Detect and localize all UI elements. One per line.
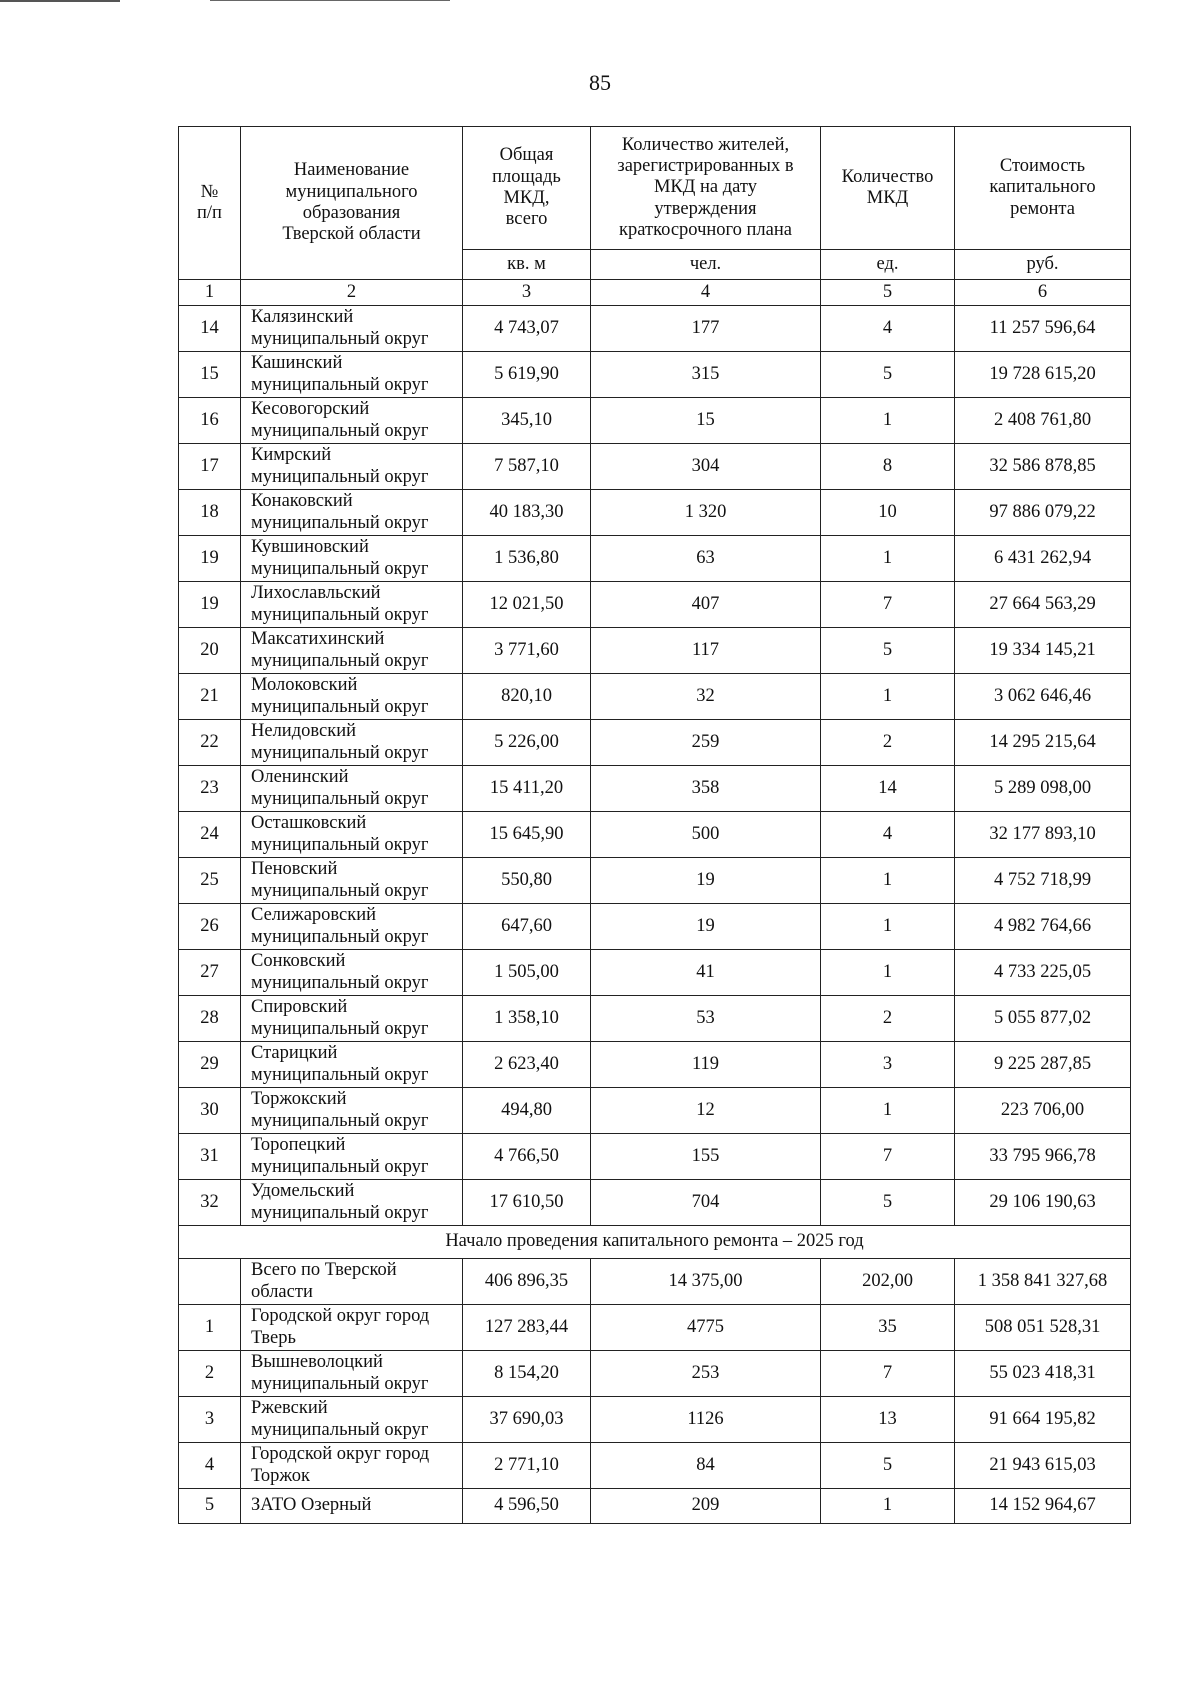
table-row [179, 1088, 1131, 1134]
row-number: 24 [179, 812, 241, 858]
municipality-name: Городской округ город Торжок [241, 1443, 463, 1489]
total-area: 550,80 [463, 858, 591, 904]
mkd-count: 1 [821, 1088, 955, 1134]
residents-count: 117 [591, 628, 821, 674]
table-row [179, 1134, 1131, 1180]
municipality-name: Всего по Тверской области [241, 1259, 463, 1305]
header-area: Общая площадь МКД, всего [463, 127, 591, 250]
total-area: 4 743,07 [463, 306, 591, 352]
municipality-name: Торопецкий муниципальный округ [241, 1134, 463, 1180]
repair-cost: 4 752 718,99 [955, 858, 1131, 904]
total-area: 494,80 [463, 1088, 591, 1134]
table-row [179, 950, 1131, 996]
municipality-name: Молоковский муниципальный округ [241, 674, 463, 720]
mkd-count: 2 [821, 720, 955, 766]
residents-count: 84 [591, 1443, 821, 1489]
residents-count: 209 [591, 1489, 821, 1524]
municipality-name: Нелидовский муниципальный округ [241, 720, 463, 766]
total-area: 5 619,90 [463, 352, 591, 398]
repair-cost: 19 728 615,20 [955, 352, 1131, 398]
total-area: 127 283,44 [463, 1305, 591, 1351]
row-number: 1 [179, 1305, 241, 1351]
scan-edge-line [0, 0, 120, 2]
municipality-name: Сонковский муниципальный округ [241, 950, 463, 996]
total-area: 15 411,20 [463, 766, 591, 812]
total-area: 406 896,35 [463, 1259, 591, 1305]
row-number: 15 [179, 352, 241, 398]
mkd-count: 5 [821, 352, 955, 398]
residents-count: 177 [591, 306, 821, 352]
residents-count: 259 [591, 720, 821, 766]
residents-count: 41 [591, 950, 821, 996]
table-row [179, 536, 1131, 582]
table-row [179, 628, 1131, 674]
total-area: 17 610,50 [463, 1180, 591, 1226]
mkd-count: 1 [821, 904, 955, 950]
repair-cost: 5 055 877,02 [955, 996, 1131, 1042]
municipality-name: Удомельский муниципальный округ [241, 1180, 463, 1226]
table-row [179, 398, 1131, 444]
repair-cost: 14 295 215,64 [955, 720, 1131, 766]
total-area: 4 766,50 [463, 1134, 591, 1180]
row-number: 4 [179, 1443, 241, 1489]
table-row [179, 1180, 1131, 1226]
row-number: 5 [179, 1489, 241, 1524]
residents-count: 500 [591, 812, 821, 858]
repair-cost: 19 334 145,21 [955, 628, 1131, 674]
table-row [179, 904, 1131, 950]
mkd-count: 7 [821, 1134, 955, 1180]
row-number: 20 [179, 628, 241, 674]
total-area: 4 596,50 [463, 1489, 591, 1524]
municipality-name: Ржевский муниципальный округ [241, 1397, 463, 1443]
repair-cost: 32 177 893,10 [955, 812, 1131, 858]
row-number: 19 [179, 582, 241, 628]
residents-count: 14 375,00 [591, 1259, 821, 1305]
repair-cost: 508 051 528,31 [955, 1305, 1131, 1351]
total-area: 820,10 [463, 674, 591, 720]
residents-count: 304 [591, 444, 821, 490]
municipality-name: Лихославльский муниципальный округ [241, 582, 463, 628]
section-title: Начало проведения капитального ремонта – 2025 год [179, 1226, 1131, 1259]
municipality-name: Селижаровский муниципальный округ [241, 904, 463, 950]
table-body-main [179, 306, 1131, 1226]
row-number: 17 [179, 444, 241, 490]
row-number: 16 [179, 398, 241, 444]
repair-cost: 4 733 225,05 [955, 950, 1131, 996]
municipality-name: Максатихинский муниципальный округ [241, 628, 463, 674]
municipality-name: Старицкий муниципальный округ [241, 1042, 463, 1088]
mkd-count: 13 [821, 1397, 955, 1443]
table-row [179, 582, 1131, 628]
residents-count: 253 [591, 1351, 821, 1397]
capital-repair-table [178, 126, 1131, 1524]
row-number: 21 [179, 674, 241, 720]
header-municipality: Наименование муниципального образования Тверской области [241, 127, 463, 280]
table-row [179, 720, 1131, 766]
row-number: 19 [179, 536, 241, 582]
municipality-name: Торжокский муниципальный округ [241, 1088, 463, 1134]
row-number: 18 [179, 490, 241, 536]
mkd-count: 7 [821, 582, 955, 628]
row-number: 2 [179, 1351, 241, 1397]
row-number: 25 [179, 858, 241, 904]
total-area: 1 536,80 [463, 536, 591, 582]
mkd-count: 4 [821, 812, 955, 858]
municipality-name: Кувшиновский муниципальный округ [241, 536, 463, 582]
repair-cost: 223 706,00 [955, 1088, 1131, 1134]
header-residents: Количество жителей, зарегистрированных в МКД на дату утверждения краткосрочного плана [591, 127, 821, 250]
total-area: 647,60 [463, 904, 591, 950]
municipality-name: Кимрский муниципальный округ [241, 444, 463, 490]
header-mkd-count: Количество МКД [821, 127, 955, 250]
repair-cost: 33 795 966,78 [955, 1134, 1131, 1180]
municipality-name: Калязинский муниципальный округ [241, 306, 463, 352]
mkd-count: 1 [821, 858, 955, 904]
total-area: 37 690,03 [463, 1397, 591, 1443]
repair-cost: 5 289 098,00 [955, 766, 1131, 812]
repair-cost: 1 358 841 327,68 [955, 1259, 1131, 1305]
total-area: 40 183,30 [463, 490, 591, 536]
repair-cost: 91 664 195,82 [955, 1397, 1131, 1443]
column-number: 6 [955, 280, 1131, 306]
municipality-name: Спировский муниципальный округ [241, 996, 463, 1042]
repair-cost: 11 257 596,64 [955, 306, 1131, 352]
row-number: 32 [179, 1180, 241, 1226]
table-row [179, 1305, 1131, 1351]
municipality-name: Вышневолоцкий муниципальный округ [241, 1351, 463, 1397]
repair-cost: 27 664 563,29 [955, 582, 1131, 628]
mkd-count: 1 [821, 674, 955, 720]
residents-count: 32 [591, 674, 821, 720]
repair-cost: 2 408 761,80 [955, 398, 1131, 444]
mkd-count: 10 [821, 490, 955, 536]
row-number: 31 [179, 1134, 241, 1180]
table-row [179, 1443, 1131, 1489]
repair-cost: 4 982 764,66 [955, 904, 1131, 950]
mkd-count: 4 [821, 306, 955, 352]
municipality-name: Кесовогорский муниципальный округ [241, 398, 463, 444]
municipality-name: Осташковский муниципальный округ [241, 812, 463, 858]
residents-count: 119 [591, 1042, 821, 1088]
total-area: 2 623,40 [463, 1042, 591, 1088]
repair-cost: 9 225 287,85 [955, 1042, 1131, 1088]
row-number: 30 [179, 1088, 241, 1134]
residents-count: 15 [591, 398, 821, 444]
mkd-count: 7 [821, 1351, 955, 1397]
unit-residents: чел. [591, 250, 821, 280]
row-number [179, 1259, 241, 1305]
row-number: 26 [179, 904, 241, 950]
column-numbers-row [179, 280, 1131, 306]
row-number: 28 [179, 996, 241, 1042]
residents-count: 4775 [591, 1305, 821, 1351]
repair-cost: 29 106 190,63 [955, 1180, 1131, 1226]
repair-cost: 97 886 079,22 [955, 490, 1131, 536]
unit-cost: руб. [955, 250, 1131, 280]
repair-cost: 32 586 878,85 [955, 444, 1131, 490]
residents-count: 1 320 [591, 490, 821, 536]
row-number: 3 [179, 1397, 241, 1443]
mkd-count: 2 [821, 996, 955, 1042]
table-row [179, 444, 1131, 490]
residents-count: 19 [591, 858, 821, 904]
table-row [179, 858, 1131, 904]
residents-count: 1126 [591, 1397, 821, 1443]
table-row [179, 766, 1131, 812]
municipality-name: ЗАТО Озерный [241, 1489, 463, 1524]
table-row [179, 812, 1131, 858]
mkd-count: 202,00 [821, 1259, 955, 1305]
column-number: 1 [179, 280, 241, 306]
column-number: 4 [591, 280, 821, 306]
column-number: 5 [821, 280, 955, 306]
table-row [179, 674, 1131, 720]
header-row [179, 127, 1131, 250]
row-number: 14 [179, 306, 241, 352]
scan-edge-line [210, 0, 450, 1]
municipality-name: Оленинский муниципальный округ [241, 766, 463, 812]
municipality-name: Конаковский муниципальный округ [241, 490, 463, 536]
section-header-row [179, 1226, 1131, 1259]
municipality-name: Пеновский муниципальный округ [241, 858, 463, 904]
residents-count: 704 [591, 1180, 821, 1226]
mkd-count: 1 [821, 536, 955, 582]
residents-count: 315 [591, 352, 821, 398]
table-row [179, 996, 1131, 1042]
row-number: 23 [179, 766, 241, 812]
total-area: 3 771,60 [463, 628, 591, 674]
municipality-name: Городской округ город Тверь [241, 1305, 463, 1351]
repair-cost: 14 152 964,67 [955, 1489, 1131, 1524]
header-number: № п/п [179, 127, 241, 280]
table-section-2025 [179, 1226, 1131, 1259]
mkd-count: 35 [821, 1305, 955, 1351]
table-row [179, 1042, 1131, 1088]
total-area: 12 021,50 [463, 582, 591, 628]
total-area: 7 587,10 [463, 444, 591, 490]
table-row [179, 1397, 1131, 1443]
mkd-count: 14 [821, 766, 955, 812]
municipality-name: Кашинский муниципальный округ [241, 352, 463, 398]
repair-cost: 55 023 418,31 [955, 1351, 1131, 1397]
total-area: 2 771,10 [463, 1443, 591, 1489]
table-row [179, 306, 1131, 352]
residents-count: 63 [591, 536, 821, 582]
repair-cost: 6 431 262,94 [955, 536, 1131, 582]
total-area: 15 645,90 [463, 812, 591, 858]
table-row [179, 1489, 1131, 1524]
total-area: 345,10 [463, 398, 591, 444]
table-row [179, 1259, 1131, 1305]
total-area: 8 154,20 [463, 1351, 591, 1397]
mkd-count: 8 [821, 444, 955, 490]
table-row [179, 352, 1131, 398]
row-number: 22 [179, 720, 241, 766]
header-cost: Стоимость капитального ремонта [955, 127, 1131, 250]
mkd-count: 1 [821, 398, 955, 444]
mkd-count: 3 [821, 1042, 955, 1088]
mkd-count: 5 [821, 1443, 955, 1489]
table-row [179, 1351, 1131, 1397]
row-number: 27 [179, 950, 241, 996]
mkd-count: 1 [821, 1489, 955, 1524]
residents-count: 12 [591, 1088, 821, 1134]
page-number: 85 [589, 70, 611, 95]
unit-area: кв. м [463, 250, 591, 280]
residents-count: 155 [591, 1134, 821, 1180]
table-body-2025 [179, 1259, 1131, 1524]
residents-count: 358 [591, 766, 821, 812]
column-number: 2 [241, 280, 463, 306]
total-area: 1 505,00 [463, 950, 591, 996]
mkd-count: 5 [821, 1180, 955, 1226]
residents-count: 407 [591, 582, 821, 628]
mkd-count: 5 [821, 628, 955, 674]
unit-count: ед. [821, 250, 955, 280]
column-number: 3 [463, 280, 591, 306]
total-area: 5 226,00 [463, 720, 591, 766]
row-number: 29 [179, 1042, 241, 1088]
residents-count: 53 [591, 996, 821, 1042]
mkd-count: 1 [821, 950, 955, 996]
total-area: 1 358,10 [463, 996, 591, 1042]
repair-cost: 21 943 615,03 [955, 1443, 1131, 1489]
residents-count: 19 [591, 904, 821, 950]
table-row [179, 490, 1131, 536]
repair-cost: 3 062 646,46 [955, 674, 1131, 720]
